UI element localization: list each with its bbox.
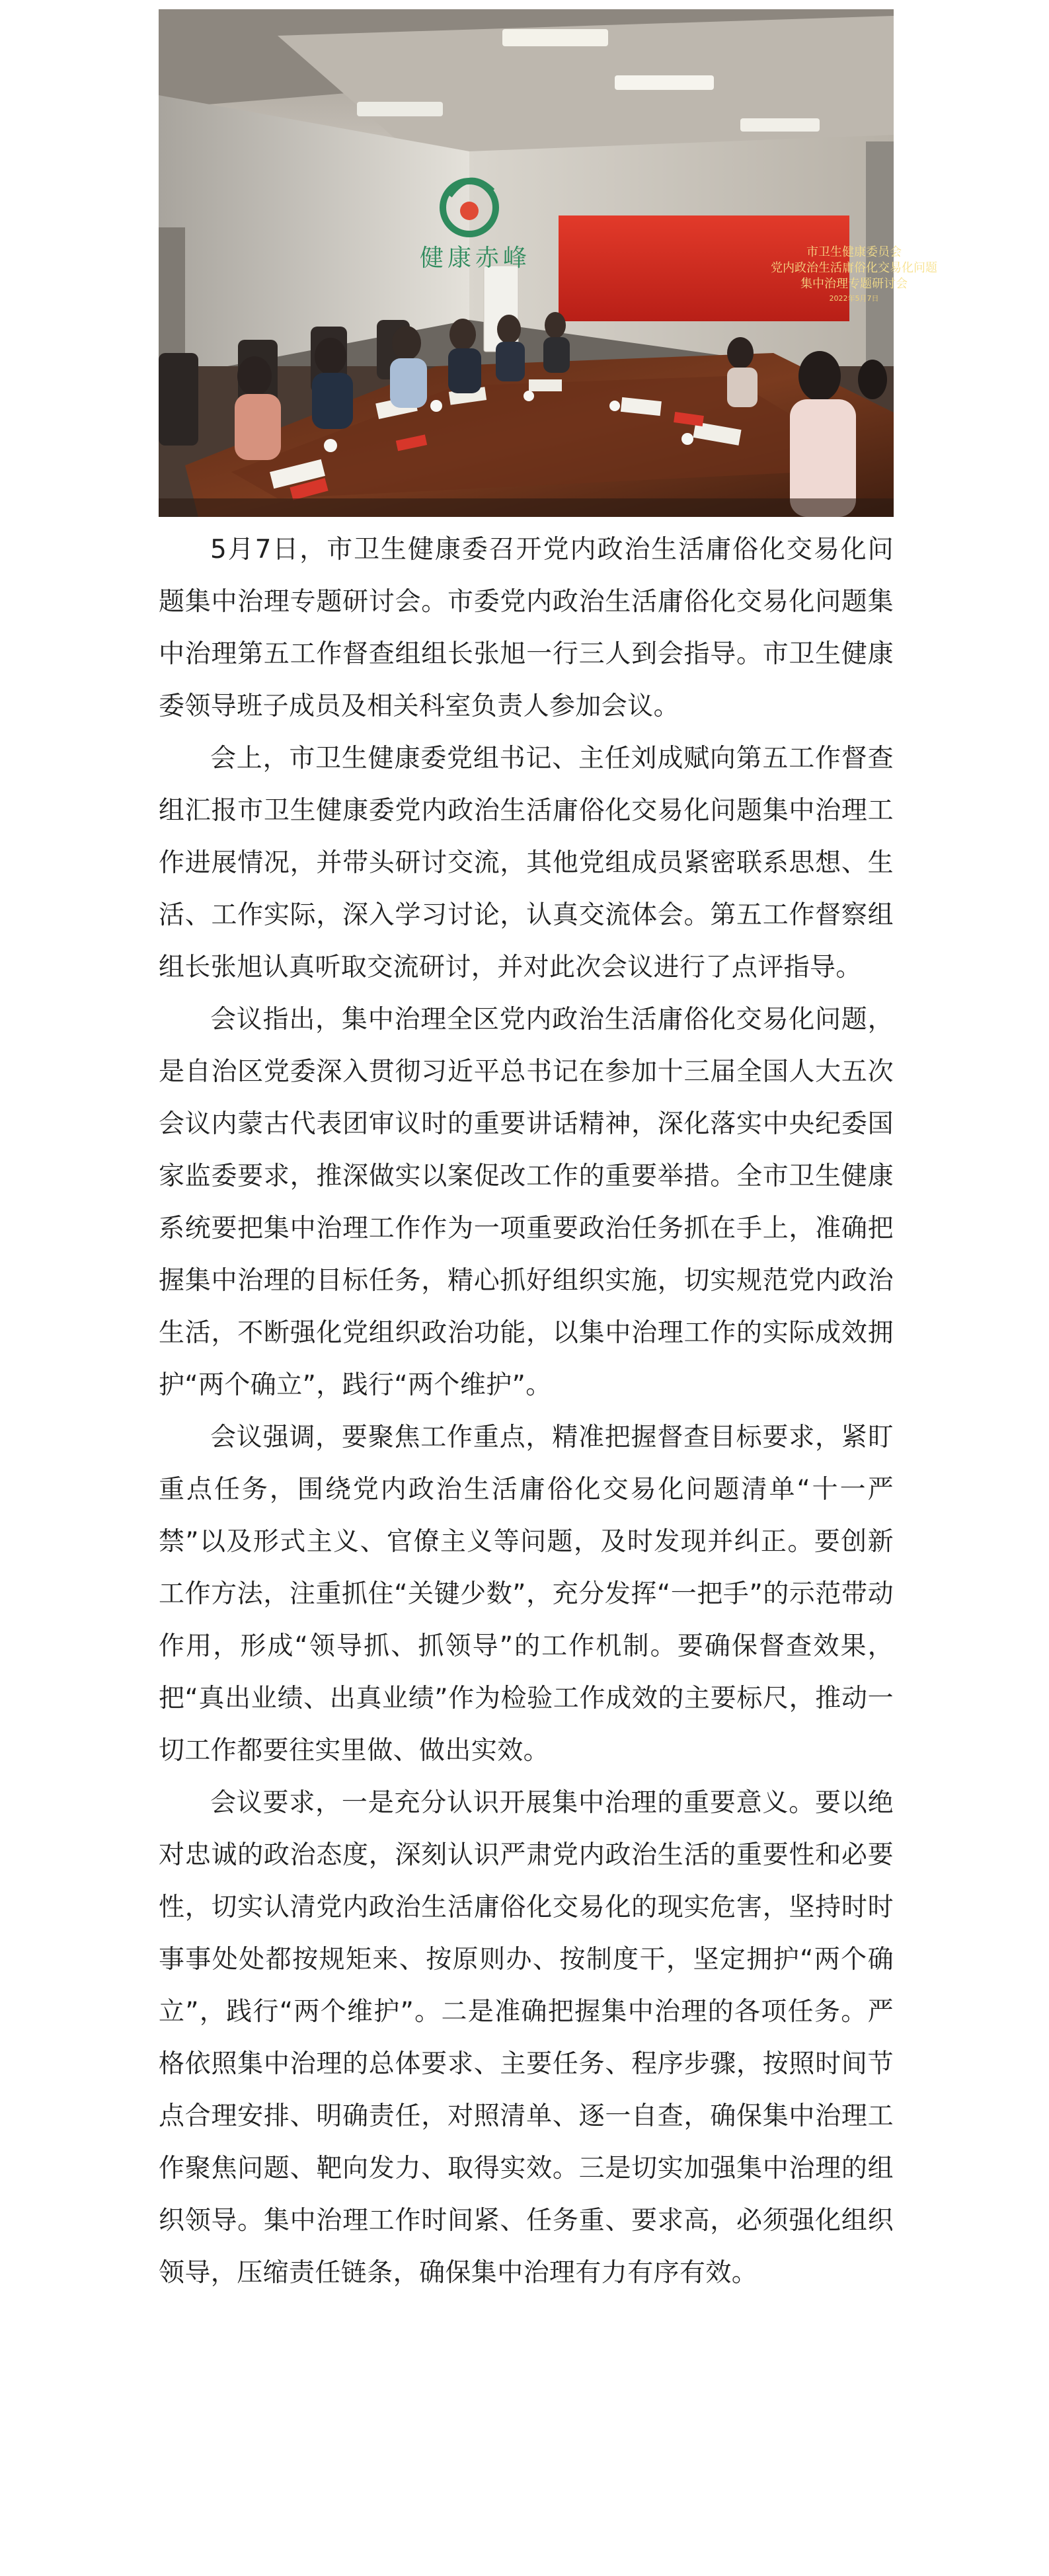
article — [159, 9, 937, 2299]
banner-line-3: 集中治理专题研讨会 — [800, 277, 908, 291]
meeting-photo — [159, 9, 937, 517]
paragraph-4: 会议强调，要聚焦工作重点，精准把握督查目标要求，紧盯重点任务，围绕党内政治生活庸俗化交易化问题清单“十一严禁”以及形式主义、官僚主义等问题，及时发现并纠正。要创新工作方法，注重抓住“关键少数”，充分发挥“一把手”的示范带动作用，形成“领导抓、抓领导”的工作机制。要确保督查效果，把“真出业绩、出真业绩”作为检验工作成效的主要标尺，推动一切工作都要往实里做、做出实效。 — [159, 1423, 894, 1766]
paragraph-1: 5月7日，市卫生健康委召开党内政治生活庸俗化交易化问题集中治理专题研讨会。市委党内政治生活庸俗化交易化问题集中治理第五工作督查组组长张旭一行三人到会指导。市卫生健康委领导班子成员及相关科室负责人参加会议。 — [159, 535, 894, 721]
article-body — [159, 524, 894, 2299]
meeting-banner — [715, 245, 993, 305]
paragraph-3: 会议指出，集中治理全区党内政治生活庸俗化交易化问题，是自治区党委深入贯彻习近平总书记在参加十三届全国人大五次会议内蒙古代表团审议时的重要讲话精神，深化落实中央纪委国家监委要求，推深做实以案促改工作的重要举措。全市卫生健康系统要把集中治理工作作为一项重要政治任务抓在手上，准确把握集中治理的目标任务，精心抓好组织实施，切实规范党内政治生活，不断强化党组织政治功能，以集中治理工作的实际成效拥护“两个确立”，践行“两个维护”。 — [159, 1005, 894, 1400]
banner-line-1: 市卫生健康委员会 — [806, 245, 902, 259]
paragraph-2: 会上，市卫生健康委党组书记、主任刘成赋向第五工作督查组汇报市卫生健康委党内政治生活庸俗化交易化问题集中治理工作进展情况，并带头研讨交流，其他党组成员紧密联系思想、生活、工作实际，深入学习讨论，认真交流体会。第五工作督察组组长张旭认真听取交流研讨，并对此次会议进行了点评指导。 — [159, 744, 894, 982]
wall-logo-text: 健康赤峰 — [420, 245, 531, 272]
banner-line-2: 党内政治生活庸俗化交易化问题 — [771, 261, 937, 275]
paragraph-5: 会议要求，一是充分认识开展集中治理的重要意义。要以绝对忠诚的政治态度，深刻认识严肃党内政治生活的重要性和必要性，切实认清党内政治生活庸俗化交易化的现实危害，坚持时时事事处处都按规矩来、按原则办、按制度干，坚定拥护“两个确立”，践行“两个维护”。二是准确把握集中治理的各项任务。严格依照集中治理的总体要求、主要任务、程序步骤，按照时间节点合理安排、明确责任，对照清单、逐一自查，确保集中治理工作聚焦问题、靶向发力、取得实效。三是切实加强集中治理的组织领导。集中治理工作时间紧、任务重、要求高，必须强化组织领导，压缩责任链条，确保集中治理有力有序有效。 — [159, 1788, 894, 2288]
banner-date: 2022年5月7日 — [829, 294, 879, 303]
